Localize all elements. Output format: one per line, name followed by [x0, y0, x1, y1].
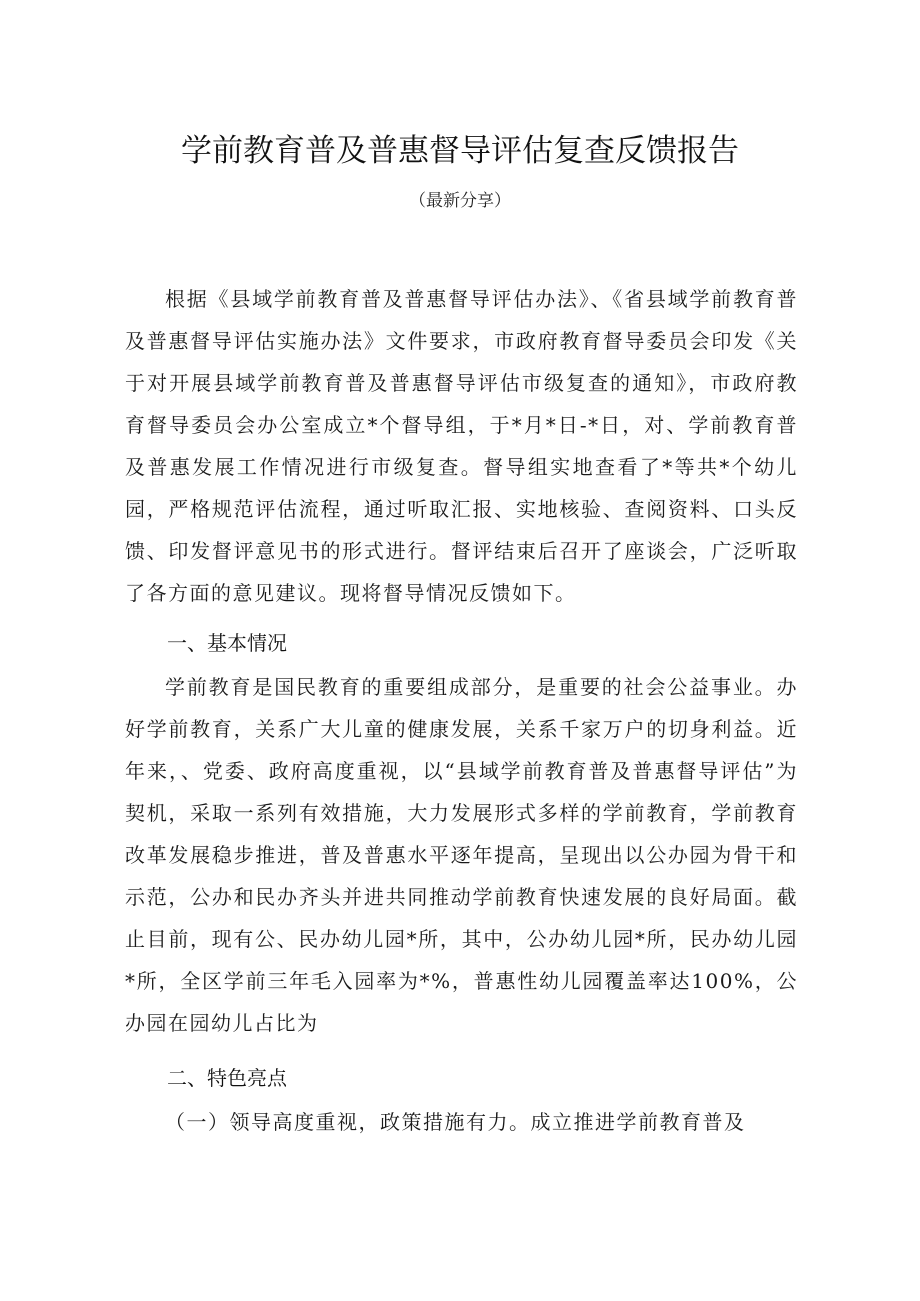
basic-situation-paragraph: 学前教育是国民教育的重要组成部分，是重要的社会公益事业。办好学前教育，关系广大儿童的健康发展，关系千家万户的切身利益。近年来，、党委、政府高度重视，以“县域学前教育普及普惠督导评估”为契机，采取一系列有效措施，大力发展形式多样的学前教育，学前教育改革发展稳步推进，普及普惠水平逐年提高，呈现出以公办园为骨干和示范，公办和民办齐头并进共同推动学前教育快速发展的良好局面。截止目前，现有公、民办幼儿园*所，其中，公办幼儿园*所，民办幼儿园*所，全区学前三年毛入园率为*%，普惠性幼儿园覆盖率达100%，公办园在园幼儿占比为 [125, 675, 798, 1035]
intro-paragraph: 根据《县域学前教育普及普惠督导评估办法》、《省县域学前教育普及普惠督导评估实施办法》文件要求，市政府教育督导委员会印发《关于对开展县域学前教育普及普惠督导评估市级复查的通知》，市政府教育督导委员会办公室成立*个督导组，于*月*日-*日，对、学前教育普及普惠发展工作情况进行市级复查。督导组实地查看了*等共*个幼儿园，严格规范评估流程，通过听取汇报、实地核验、查阅资料、口头反馈、印发督评意见书的形式进行。督评结束后召开了座谈会，广泛听取了各方面的意见建议。现将督导情况反馈如下。 [125, 287, 798, 605]
section-heading-highlights: 二、特色亮点 [167, 1066, 287, 1090]
document-title: 学前教育普及普惠督导评估复查反馈报告 [181, 133, 739, 169]
highlights-paragraph: （一）领导高度重视，政策措施有力。成立推进学前教育普及 [165, 1110, 746, 1134]
document-subtitle: （最新分享） [409, 191, 511, 211]
section-heading-basic-situation: 一、基本情况 [167, 631, 287, 655]
